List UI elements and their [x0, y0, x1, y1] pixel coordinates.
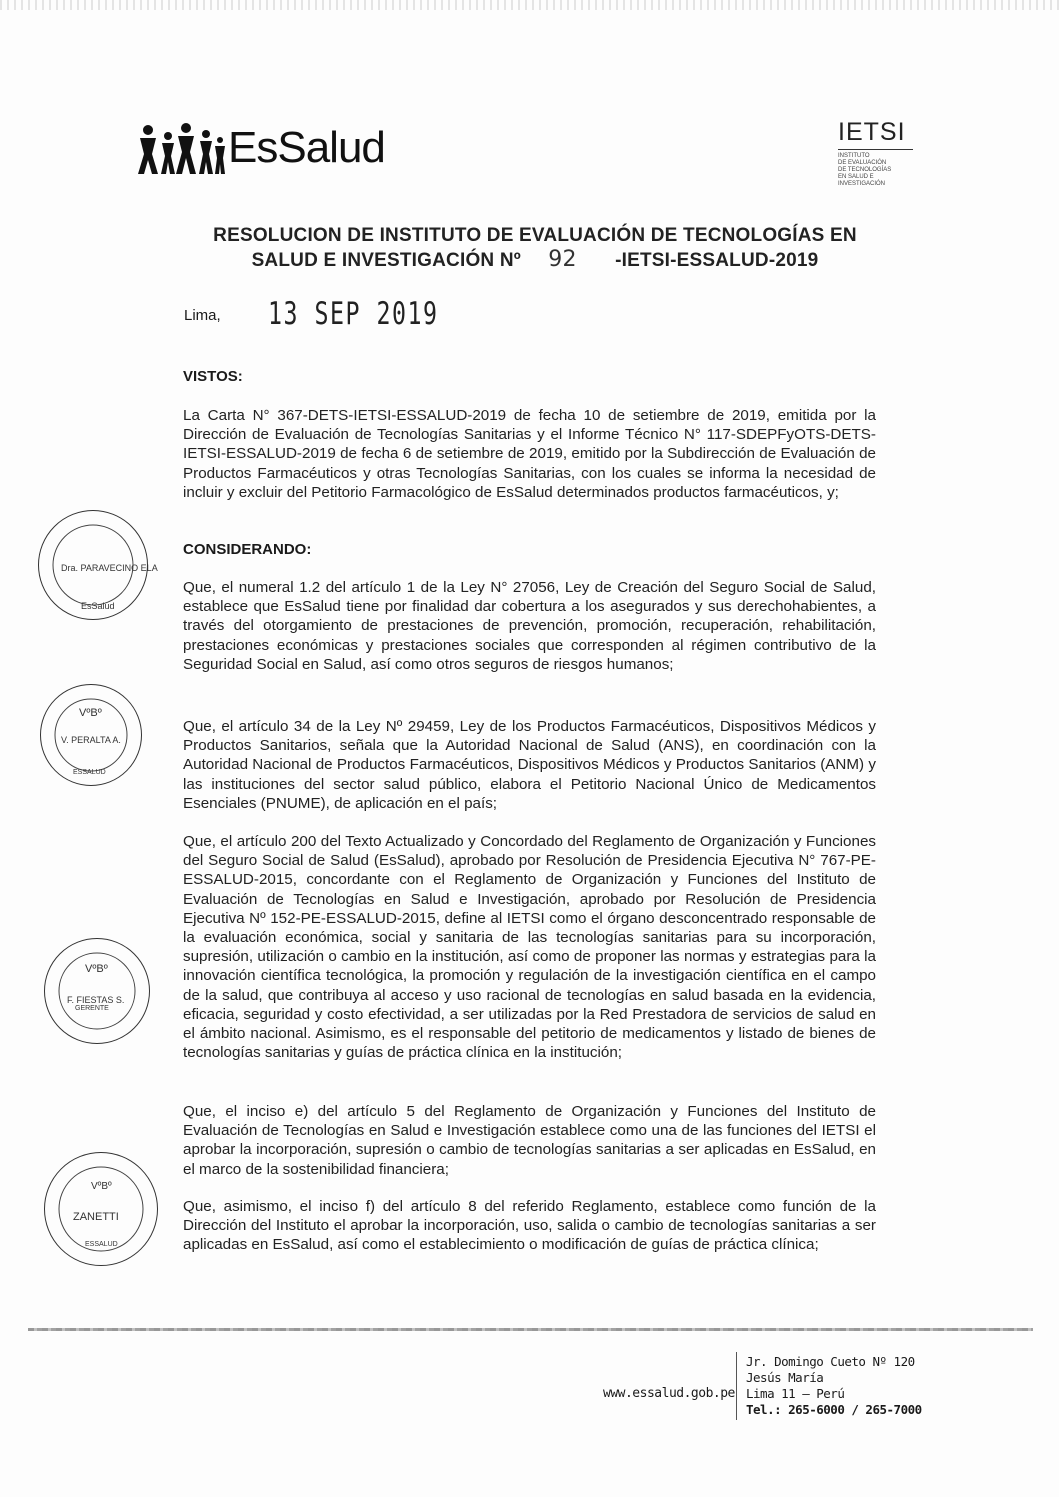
stamp-name: V. PERALTA A.	[61, 735, 121, 745]
address-line: Jesús María	[746, 1370, 824, 1385]
scan-artifact	[0, 0, 1059, 10]
address-line: Jr. Domingo Cueto Nº 120	[746, 1354, 915, 1369]
vistos-paragraph: La Carta N° 367-DETS-IETSI-ESSALUD-2019 de fecha 10 de setiembre de 2019, emitida por la Dirección de Evaluación de Tecnologías Sanitarias y el Informe Técnico N° 117-SDEPFyOTS-DETS-IETSI-ESSALUD-2019 de fecha 6 de setiembre de 2019, emitido por la Subdirección de Evaluación de Productos Farmacéuticos y otras Tecnologías Sanitarias, con los cuales se informa la necesidad de incluir y excluir del Petitorio Farmacológico de EsSalud determinados productos farmacéuticos, y;	[183, 407, 876, 501]
seal-ring-icon	[45, 939, 149, 1043]
stamp-vb: VºBº	[91, 1181, 112, 1192]
title-line-2	[170, 248, 900, 273]
stamp-name: F. FIESTAS S.	[67, 995, 125, 1005]
ietsi-subtitle-line: DE EVALUACIÓN	[838, 160, 887, 166]
seal-stamp	[44, 938, 150, 1044]
considerando-paragraph: Que, asimismo, el inciso f) del artículo 8 del referido Reglamento, establece como función de la Dirección del Instituto el aprobar la incorporación, uso, salida o cambio de tecnologías sanitarias a ser aplicadas en EsSalud, así como el establecimiento o modificación de guías de práctica clínica;	[183, 1198, 876, 1254]
address-line: Lima 11 – Perú	[746, 1386, 845, 1401]
seal-ring-icon	[45, 1153, 157, 1265]
ietsi-subtitle-line: INVESTIGACIÓN	[838, 181, 886, 187]
address-phone: Tel.: 265-6000 / 265-7000	[746, 1402, 922, 1417]
stamp-org: EsSalud	[81, 601, 115, 611]
footer-separator	[736, 1352, 737, 1420]
stamp-vb: VºBº	[79, 707, 102, 719]
title-prefix: SALUD E INVESTIGACIÓN Nº	[251, 250, 521, 271]
logo-text: EsSalud	[228, 123, 385, 172]
ietsi-logo	[838, 118, 913, 188]
title-line-1: RESOLUCION DE INSTITUTO DE EVALUACIÓN DE TECNOLOGÍAS EN	[213, 225, 857, 246]
essalud-logo	[136, 118, 385, 178]
stamp-name: Dra. PARAVECINO ELA	[61, 563, 158, 573]
considerando-paragraph: Que, el numeral 1.2 del artículo 1 de la Ley N° 27056, Ley de Creación del Seguro Social de Salud, establece que EsSalud tiene por finalidad dar cobertura a los asegurados y sus derechohabientes, a través del otorgamiento de prestaciones de prevención, promoción, recuperación, rehabilitación, prestaciones económicas y prestaciones sociales que corresponden al régimen contributivo de la Seguridad Social en Salud, así como otros seguros de riesgos humanos;	[183, 579, 876, 673]
ietsi-subtitle-line: INSTITUTO	[838, 153, 870, 159]
ietsi-subtitle-line: DE TECNOLOGÍAS	[838, 167, 892, 173]
stamp-vb: VºBº	[85, 963, 108, 975]
stamp-org: ESSALUD	[85, 1241, 118, 1248]
seal-stamp	[40, 684, 142, 786]
vistos-heading: VISTOS:	[183, 368, 243, 385]
footer-divider	[28, 1328, 1033, 1331]
seal-stamp	[44, 1152, 158, 1266]
seal-stamp	[38, 510, 158, 620]
ietsi-subtitle-line: EN SALUD E	[838, 174, 874, 180]
considerando-paragraph: Que, el inciso e) del artículo 5 del Reglamento de Organización y Funciones del Instituto de Evaluación de Tecnologías en Salud e Investigación establece como una de las funciones del IETSI el aprobar la incorporación, supresión o cambio de tecnologías sanitarias a ser aplicadas en EsSalud, en el marco de la sostenibilidad financiera;	[183, 1103, 876, 1178]
place-label: Lima,	[184, 307, 221, 324]
family-figures-icon	[136, 118, 226, 178]
stamp-org: GERENTE	[75, 1005, 109, 1012]
footer-website: www.essalud.gob.pe	[603, 1386, 735, 1401]
resolution-title	[170, 224, 900, 273]
stamp-name: ZANETTI	[73, 1211, 119, 1223]
ietsi-title: IETSI	[838, 118, 913, 150]
considerando-heading: CONSIDERANDO:	[183, 541, 312, 558]
footer-address	[746, 1354, 922, 1418]
stamp-org: ESSALUD	[73, 769, 106, 776]
considerando-paragraph: Que, el artículo 200 del Texto Actualizado y Concordado del Reglamento de Organización y Funciones del Seguro Social de Salud (EsSalud), aprobado por Resolución de Presidencia Ejecutiva N° 767-PE-ESSALUD-2015, concordante con el Reglamento de Organización y Funciones del Instituto de Evaluación de Tecnologías en Salud e Investigación, aprobado por Resolución de Presidencia Ejecutiva Nº 152-PE-ESSALUD-2015, define al IETSI como el órgano desconcentrado responsable de la evaluación económica, social y sanitaria de las tecnologías sanitarias para su incorporación, supresión, utilización o cambio en la institución, así como de proponer las normas y estrategias para la innovación científica tecnológica, la promoción y regulación de la investigación científica en el campo de la salud, que contribuya al acceso y uso racional de tecnologías en salud basada en la evidencia, eficacia, seguridad y costo efectividad, a ser utilizadas por la Red Prestadora de servicios de salud en el ámbito nacional. Asimismo, es el responsable del petitorio de medicamentos y listado de bienes de tecnologías sanitarias y guías de práctica clínica en la institución;	[183, 833, 876, 1062]
ietsi-subtitle	[838, 153, 913, 188]
resolution-number: 92	[548, 247, 577, 272]
date-stamp: 13 SEP 2019	[268, 296, 439, 332]
title-suffix: -IETSI-ESSALUD-2019	[615, 250, 819, 271]
considerando-paragraph: Que, el artículo 34 de la Ley Nº 29459, Ley de los Productos Farmacéuticos, Dispositivos Médicos y Productos Sanitarios, señala que la Autoridad Nacional de Salud (ANS), en coordinación con la Autoridad Nacional de Productos Farmacéuticos, Dispositivos Médicos y Productos Sanitarios (ANM) y las instituciones del sector salud público, elabora el Petitorio Nacional Único de Medicamentos Esenciales (PNUME), de aplicación en el país;	[183, 718, 876, 812]
